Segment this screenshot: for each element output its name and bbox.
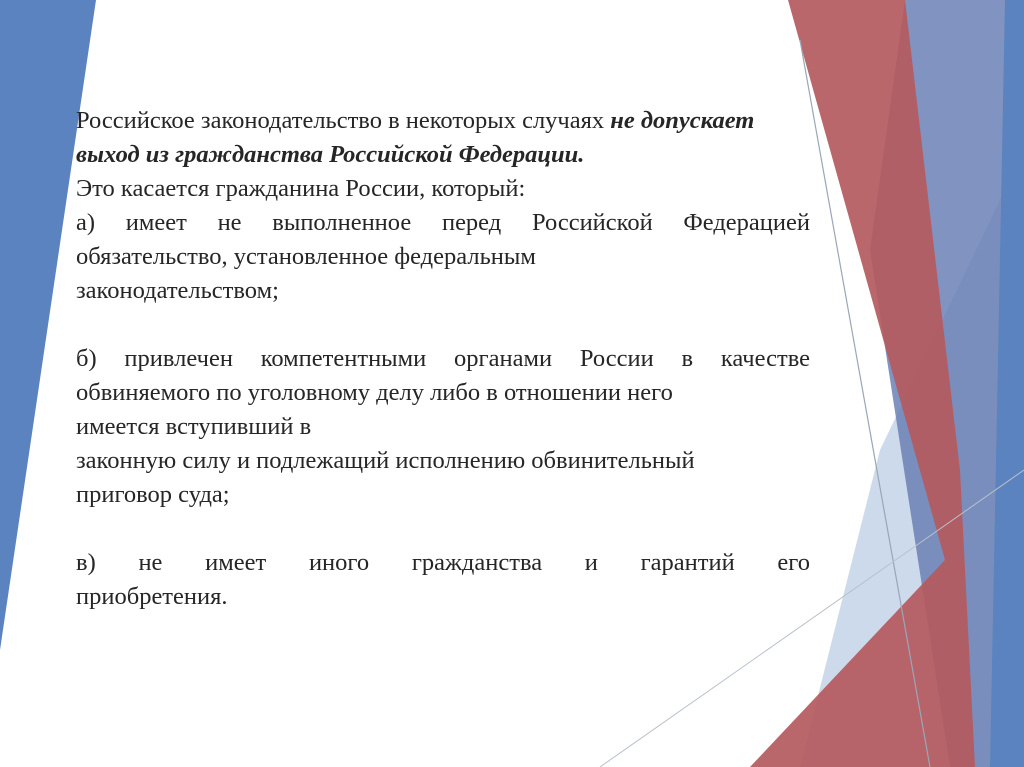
item-b-line-2: имеется вступивший в bbox=[76, 413, 312, 440]
item-a-line-1: а) имеет не выполненное перед Российской Федерацией обязательство, установленное федеральным bbox=[76, 209, 810, 270]
intro-emphasis: не допускает выход из гражданства Российской Федерации. bbox=[76, 107, 755, 168]
item-c-line-1: в) не имеет иного гражданства и гарантий его bbox=[76, 549, 810, 576]
intro-paragraph bbox=[76, 104, 810, 172]
intro-after: Это касается гражданина России, который: bbox=[76, 175, 526, 202]
item-b-line-3: законную силу и подлежащий исполнению обвинительный bbox=[76, 447, 695, 474]
item-b-line-1: б) привлечен компетентными органами России в качестве обвиняемого по уголовному делу либо в отношении него bbox=[76, 345, 810, 406]
item-a-line-2: законодательством; bbox=[76, 277, 279, 304]
slide-content bbox=[76, 104, 810, 614]
intro-text: Российское законодательство в некоторых случаях bbox=[76, 107, 611, 134]
item-c-line-2: приобретения. bbox=[76, 583, 228, 610]
item-b-line-4: приговор суда; bbox=[76, 481, 230, 508]
